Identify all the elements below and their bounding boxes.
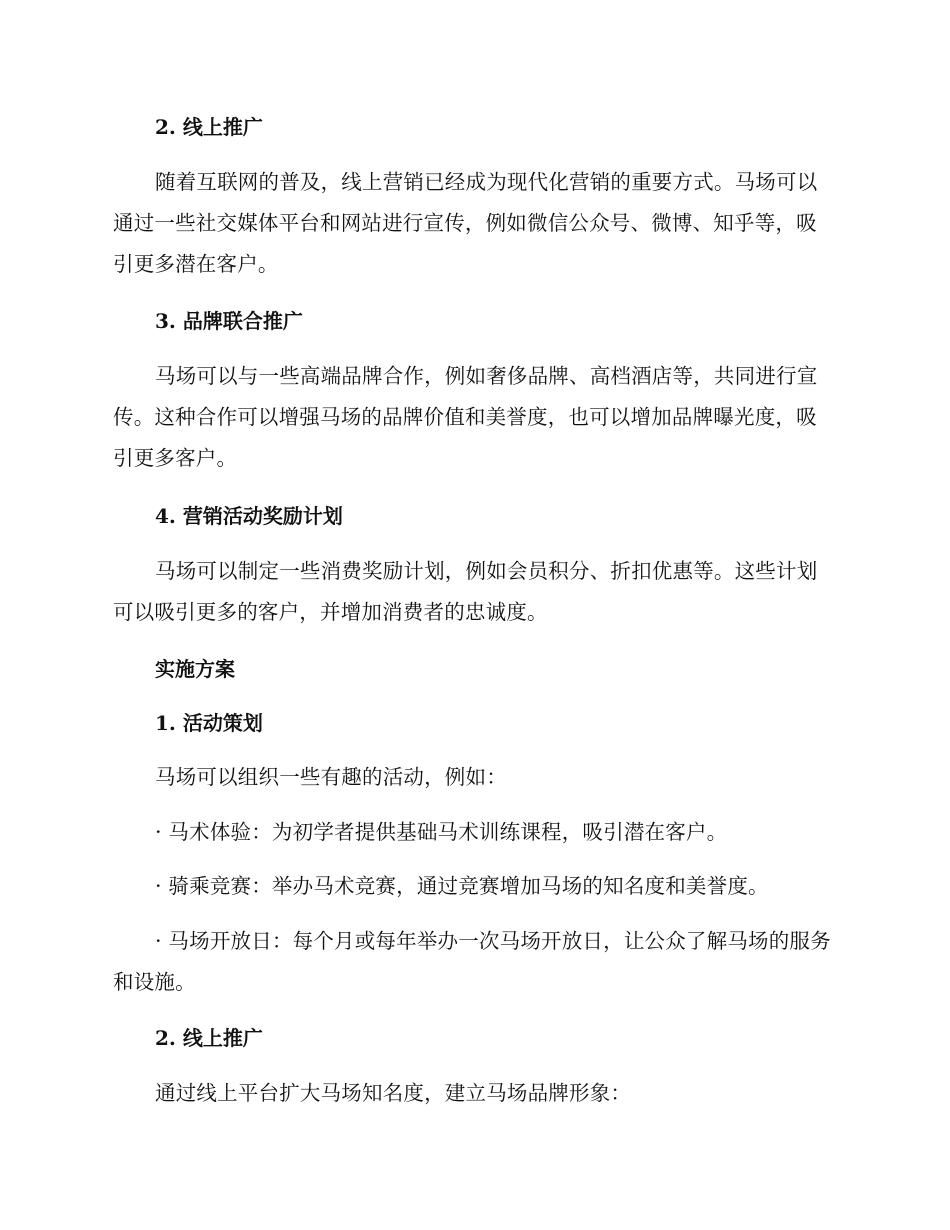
section-heading-implementation: 实施方案 — [155, 657, 235, 681]
section-heading-online-promotion: 2. 线上推广 — [155, 115, 263, 139]
list-item-riding-experience: · 马术体验：为初学者提供基础马术训练课程，吸引潜在客户。 — [155, 820, 728, 844]
paragraph-brand-partnership: 马场可以与一些高端品牌合作，例如奢侈品牌、高档酒店等，共同进行宣传。这种合作可以增强马场的品牌价值和美誉度，也可以增加品牌曝光度，吸引更多客户。 — [113, 364, 818, 470]
paragraph-event-intro: 马场可以组织一些有趣的活动，例如： — [155, 765, 507, 789]
paragraph-online-platform: 通过线上平台扩大马场知名度，建立马场品牌形象： — [155, 1081, 632, 1105]
list-item-riding-competition: · 骑乘竞赛：举办马术竞赛，通过竞赛增加马场的知名度和美誉度。 — [155, 874, 769, 898]
list-item-open-day: · 马场开放日：每个月或每年举办一次马场开放日，让公众了解马场的服务和设施。 — [113, 929, 831, 994]
section-heading-event-planning: 1. 活动策划 — [155, 711, 263, 735]
paragraph-online-marketing: 随着互联网的普及，线上营销已经成为现代化营销的重要方式。马场可以通过一些社交媒体平台和网站进行宣传，例如微信公众号、微博、知乎等，吸引更多潜在客户。 — [113, 170, 818, 276]
section-heading-online-promotion-2: 2. 线上推广 — [155, 1026, 263, 1050]
paragraph-reward-plan: 马场可以制定一些消费奖励计划，例如会员积分、折扣优惠等。这些计划可以吸引更多的客户，并增加消费者的忠诚度。 — [113, 559, 818, 624]
section-heading-brand-partnership: 3. 品牌联合推广 — [155, 309, 303, 333]
section-heading-reward-plan: 4. 营销活动奖励计划 — [155, 504, 343, 528]
